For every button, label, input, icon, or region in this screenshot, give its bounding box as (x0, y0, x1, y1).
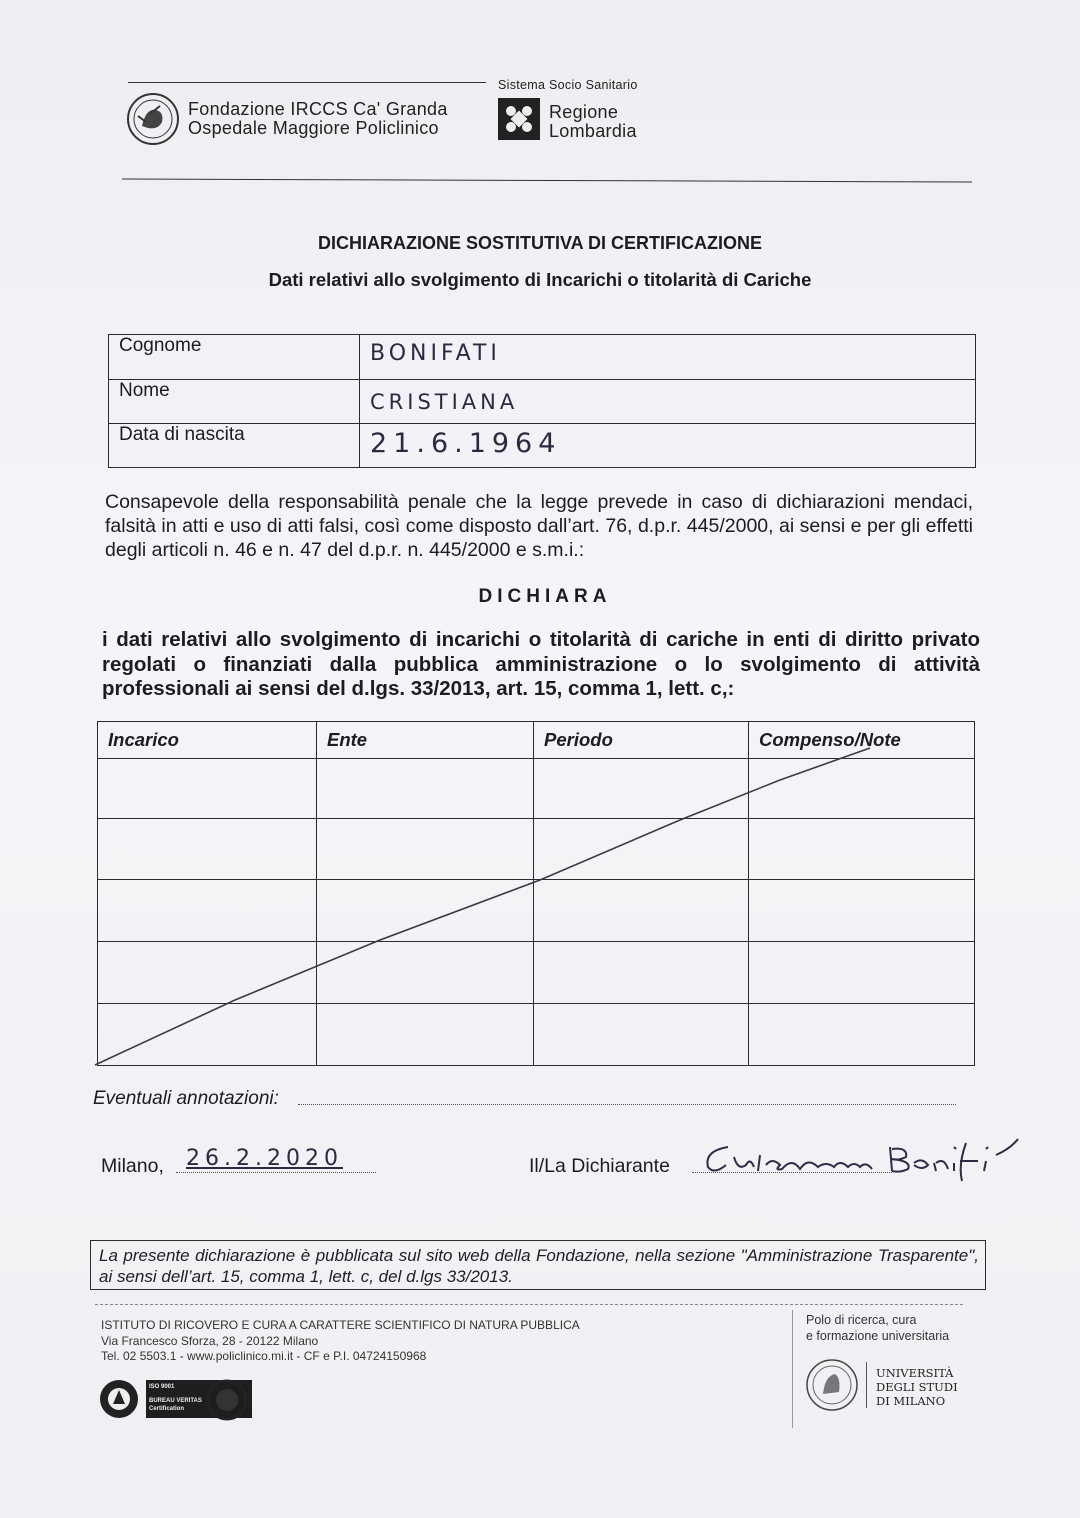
identity-label: Nome (109, 380, 360, 424)
cert-bv2: Certification (149, 1406, 185, 1412)
cert-iso: ISO 9001 (149, 1384, 175, 1390)
unimi-divider (866, 1362, 867, 1408)
polo-line1: Polo di ricerca, cura (806, 1313, 917, 1327)
publication-notice: La presente dichiarazione è pubblicata sul sito web della Fondazione, nella sezione "Amministrazione Trasparente", ai sensi dell’art. 15, comma 1, lett. c, del d.lgs 33/2013. (90, 1240, 986, 1290)
cert-bv1: BUREAU VERITAS (149, 1398, 202, 1404)
footer-line3: Tel. 02 5503.1 - www.policlinico.mi.it - CF e P.I. 04724150968 (101, 1349, 427, 1363)
footer-line1: ISTITUTO DI RICOVERO E CURA A CARATTERE SCIENTIFICO DI NATURA PUBBLICA (101, 1318, 580, 1332)
identity-label: Cognome (109, 335, 360, 380)
awareness-paragraph: Consapevole della responsabilità penale che la legge prevede in caso di dichiarazioni mendaci, falsità in atti e uso di atti falsi, così come disposto dall’art. 76, d.p.r. 445/2000, ai sensi e per gli effetti degli articoli n. 46 e n. 47 del d.p.r. n. 445/2000 e s.m.i.: (105, 491, 973, 561)
identity-value: BONIFATI (360, 335, 976, 380)
declarant-label: Il/La Dichiarante (529, 1155, 670, 1177)
polo-text (806, 1313, 949, 1344)
region-line2: Lombardia (549, 121, 637, 141)
system-label: Sistema Socio Sanitario (498, 78, 638, 92)
annotations-line (298, 1104, 956, 1105)
footer-vertical-rule (792, 1310, 793, 1428)
identity-value: CRISTIANA (360, 380, 976, 424)
column-header-periodo: Periodo (534, 722, 749, 759)
date-value: 26.2.2020 (186, 1146, 343, 1171)
bureau-veritas-seal-icon (205, 1378, 249, 1427)
document-subtitle: Dati relativi allo svolgimento di Incarichi o titolarità di Cariche (268, 269, 812, 290)
identity-value: 21.6.1964 (360, 424, 976, 468)
unimi-seal-icon (805, 1358, 859, 1417)
uni-line1: UNIVERSITÀ (876, 1366, 954, 1380)
date-line (176, 1172, 376, 1173)
handwritten-signature (700, 1135, 1030, 1192)
column-header-ente: Ente (317, 722, 534, 759)
place-label: Milano, (101, 1155, 164, 1177)
document-title: DICHIARAZIONE SOSTITUTIVA DI CERTIFICAZIONE (318, 233, 762, 253)
uni-line2: DEGLI STUDI (876, 1380, 958, 1394)
identity-label: Data di nascita (109, 424, 360, 468)
footer-info (101, 1318, 580, 1365)
org-line1: Fondazione IRCCS Ca' Granda (188, 99, 448, 119)
university-name (876, 1366, 958, 1408)
footer-divider (95, 1304, 963, 1305)
column-header-incarico: Incarico (98, 722, 317, 759)
polo-line2: e formazione universitaria (806, 1328, 950, 1343)
uni-line3: DI MILANO (876, 1394, 946, 1408)
footer-line2: Via Francesco Sforza, 28 - 20122 Milano (101, 1333, 319, 1348)
region-line1: Regione (549, 102, 619, 122)
accredia-logo-icon (98, 1378, 140, 1425)
org-line2: Ospedale Maggiore Policlinico (188, 118, 439, 138)
declares-heading: DICHIARA (478, 586, 612, 607)
column-header-compenso: Compenso/Note (749, 722, 975, 759)
declaration-paragraph: i dati relativi allo svolgimento di incarichi o titolarità di cariche in enti di diritto privato regolati o finanziati dalla pubblica amministrazione o lo svolgimento di attività professionali ai sensi del d.lgs. 33/2013, art. 15, comma 1, lett. c,: (102, 628, 980, 700)
annotations-label: Eventuali annotazioni: (93, 1088, 279, 1109)
